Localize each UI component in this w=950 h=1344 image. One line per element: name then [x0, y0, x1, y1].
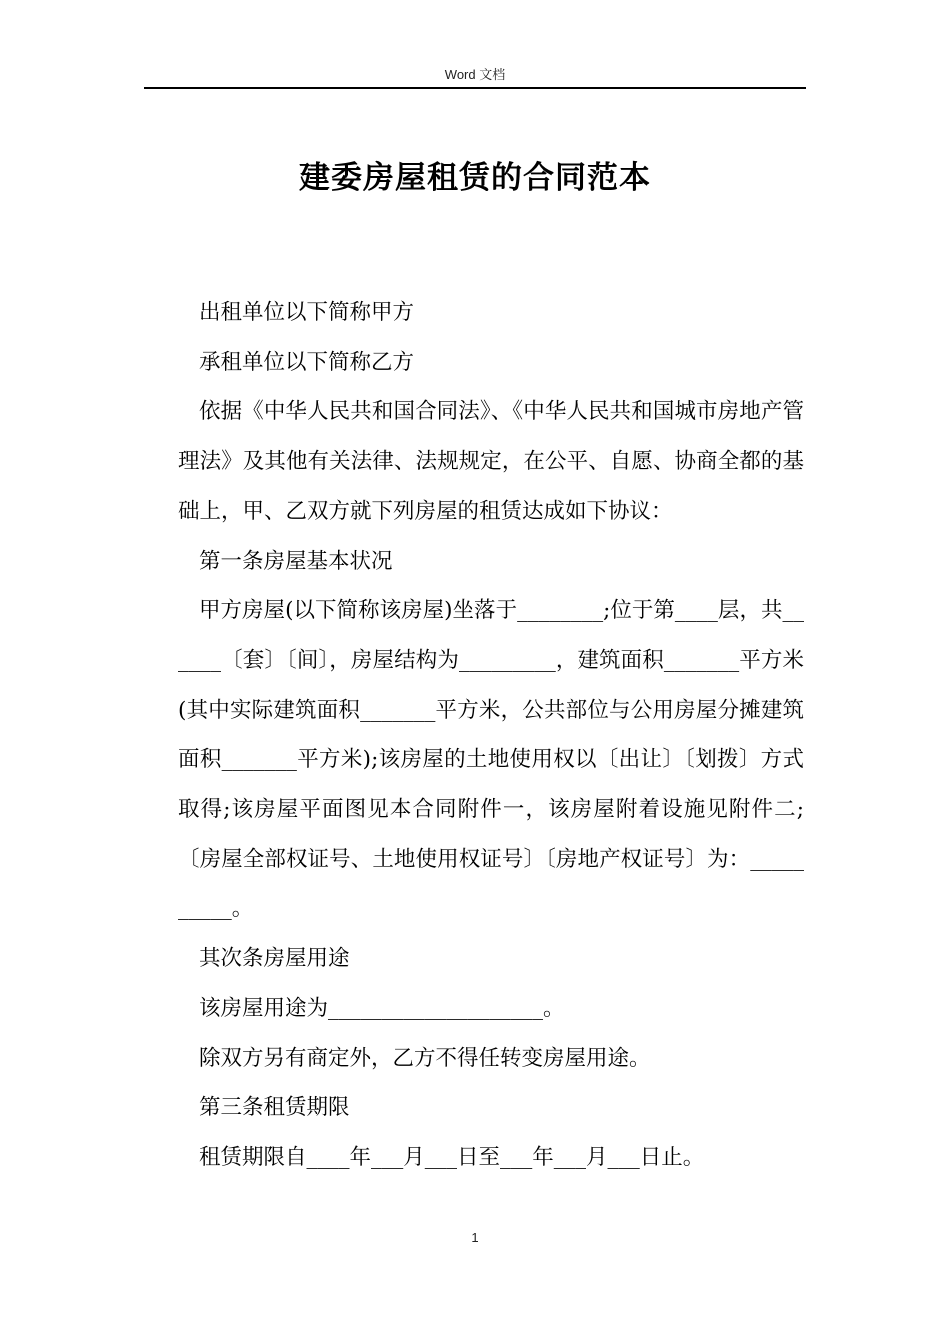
paragraph-property-use: 该房屋用途为____________________。	[199, 995, 565, 1021]
article-1-heading: 第一条房屋基本状况	[199, 548, 393, 574]
article-2-heading: 其次条房屋用途	[199, 946, 350, 972]
paragraph-property-details: 甲方房屋(以下简称该房屋)坐落于________;位于第____层，共______〔套〕〔间〕，房屋结构为_________，建筑面积_______平方米(其中实际建筑面积_______平方米，公共部位与公用房屋分摊建筑面积_______平方米);该房屋的土地使用权以〔出让〕〔划拨〕方式取得;该房屋平面图见本合同附件一，该房屋附着设施见附件二;〔房屋全部权证号、土地使用权证号〕〔房地产权证号〕为：__________。	[178, 598, 804, 922]
page-header: Word 文档	[444, 67, 506, 82]
document-title: 建委房屋租赁的合同范本	[299, 160, 651, 196]
header-divider	[144, 87, 806, 89]
document-body	[178, 288, 804, 1183]
paragraph-lease-term: 租赁期限自____年___月___日至___年___月___日止。	[199, 1144, 705, 1170]
paragraph-legal-basis: 依据《中华人民共和国合同法》、《中华人民共和国城市房地产管理法》及其他有关法律、法规规定，在公平、自愿、协商全都的基础上，甲、乙双方就下列房屋的租赁达成如下协议：	[178, 399, 804, 524]
paragraph-lessee: 承租单位以下简称乙方	[199, 349, 415, 375]
article-3-heading: 第三条租赁期限	[199, 1095, 350, 1121]
paragraph-lessor: 出租单位以下简称甲方	[199, 300, 415, 325]
paragraph-use-restriction: 除双方另有商定外，乙方不得任转变房屋用途。	[199, 1045, 651, 1071]
page-number: 1	[471, 1230, 479, 1245]
